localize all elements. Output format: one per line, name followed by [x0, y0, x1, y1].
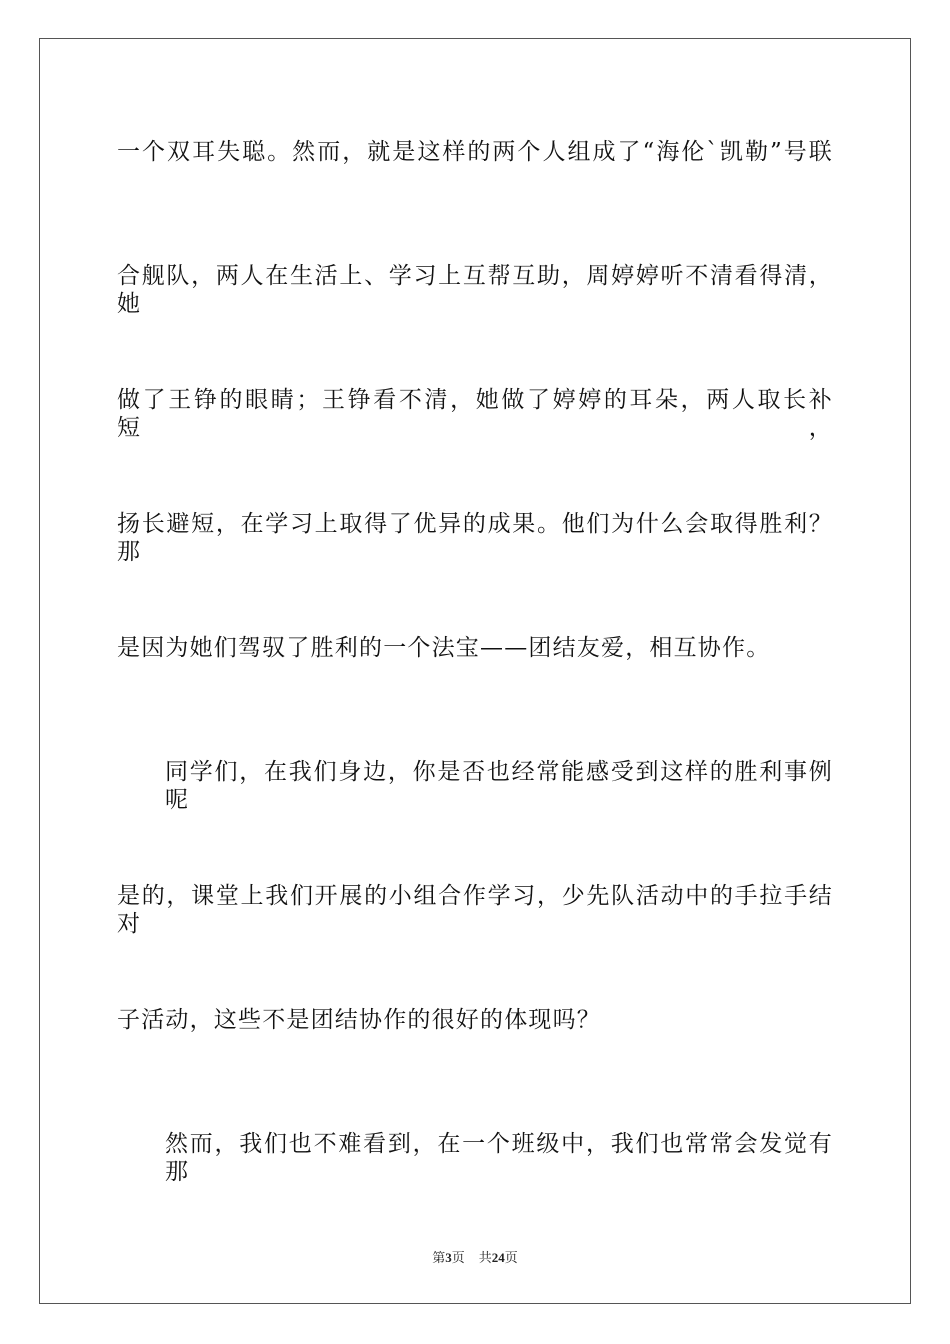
footer-total-pages: 24	[491, 1250, 505, 1265]
paragraph-line: 一个双耳失聪。然而，就是这样的两个人组成了“海伦`凯勒”号联	[117, 139, 833, 165]
footer-total-prefix: 共	[478, 1250, 492, 1265]
paragraph-line: 合舰队，两人在生活上、学习上互帮互助，周婷婷听不清看得清，她	[117, 263, 833, 317]
page-footer	[0, 1247, 950, 1266]
paragraph-line: 子活动，这些不是团结协作的很好的体现吗？	[117, 1007, 601, 1033]
footer-page-number: 3	[445, 1250, 452, 1265]
footer-total-suffix: 页	[504, 1250, 518, 1265]
paragraph-line: 然而，我们也不难看到，在一个班级中，我们也常常会发觉有那	[165, 1131, 833, 1185]
page-border	[39, 38, 911, 1304]
paragraph-line: 是因为她们驾驭了胜利的一个法宝——团结友爱，相互协作。	[117, 635, 771, 661]
paragraph-line: 同学们，在我们身边，你是否也经常能感受到这样的胜利事例呢	[165, 759, 833, 813]
paragraph-line: 扬长避短，在学习上取得了优异的成果。他们为什么会取得胜利？那	[117, 511, 833, 565]
paragraph-line: 做了王铮的眼睛；王铮看不清，她做了婷婷的耳朵，两人取长补短，	[117, 387, 833, 441]
footer-page-prefix: 第	[432, 1250, 446, 1265]
paragraph-line: 是的，课堂上我们开展的小组合作学习，少先队活动中的手拉手结对	[117, 883, 833, 937]
footer-page-suffix: 页	[451, 1250, 465, 1265]
